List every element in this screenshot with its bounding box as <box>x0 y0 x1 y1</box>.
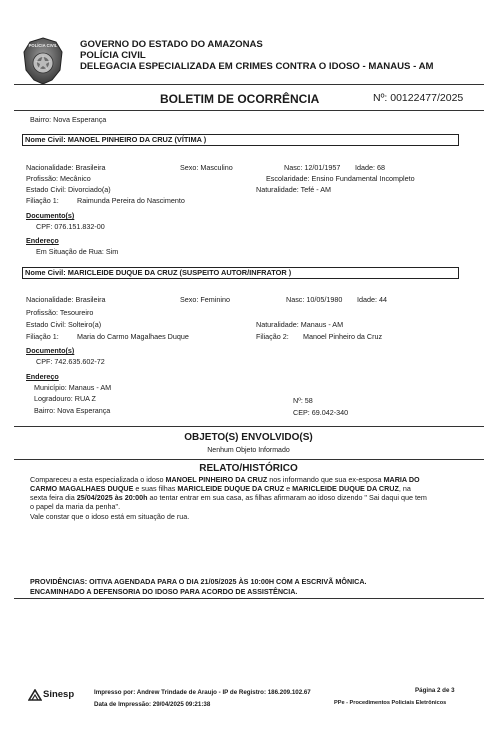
suspect-naturalidade: Naturalidade: Manaus - AM <box>256 320 344 329</box>
badge-text: POLÍCIA CIVIL <box>28 43 58 48</box>
sinesp-logo-icon <box>28 688 42 700</box>
footer-ppe: PPe - Procedimentos Policiais Eletrônicos <box>334 700 447 706</box>
relato-line-5: Vale constar que o idoso está em situação de rua. <box>30 512 190 521</box>
suspect-cpf: CPF: 742.635.602-72 <box>36 357 105 366</box>
top-bairro: Bairro: Nova Esperança <box>30 115 107 124</box>
header-divider <box>14 84 484 85</box>
victim-documentos-label: Documento(s) <box>26 211 75 220</box>
relato-text: e <box>284 484 293 493</box>
providencias-divider <box>14 598 484 599</box>
relato-text: Compareceu a esta especializada o idoso <box>30 475 166 484</box>
victim-nasc: Nasc: 12/01/1957 <box>284 163 341 172</box>
suspect-bairro: Bairro: Nova Esperança <box>34 406 111 415</box>
header-delegacia: DELEGACIA ESPECIALIZADA EM CRIMES CONTRA O IDOSO - MANAUS - AM <box>80 61 434 72</box>
footer-impresso-por: Impresso por: Andrew Trindade de Araujo - IP de Registro: 186.209.102.67 <box>94 689 311 696</box>
relato-ex-wife-name: CARMO MAGALHAES DUQUE <box>30 484 134 493</box>
objetos-none: Nenhum Objeto Informado <box>207 447 290 454</box>
relato-text: e suas filhas <box>133 484 178 493</box>
victim-endereco-label: Endereço <box>26 236 59 245</box>
victim-name-box: Nome Civil: MANOEL PINHEIRO DA CRUZ (VÍTIMA ) <box>22 134 459 146</box>
victim-idade: Idade: 68 <box>355 163 385 172</box>
document-number: Nº: 00122477/2025 <box>373 92 464 104</box>
suspect-estado-civil: Estado Civil: Solteiro(a) <box>26 320 102 329</box>
sinesp-logo-text: Sinesp <box>43 689 75 700</box>
relato-divider <box>14 459 484 460</box>
victim-situacao-rua: Em Situação de Rua: Sim <box>36 247 119 256</box>
objetos-title: OBJETO(S) ENVOLVIDO(S) <box>184 432 313 443</box>
relato-victim-name: MANOEL PINHEIRO DA CRUZ <box>165 475 268 484</box>
victim-sexo: Sexo: Masculino <box>180 163 233 172</box>
suspect-name-box: Nome Civil: MARICLEIDE DUQUE DA CRUZ (SUSPEITO AUTOR/INFRATOR ) <box>22 267 459 279</box>
suspect-filiacao2-label: Filiação 2: <box>256 332 289 341</box>
document-title: BOLETIM DE OCORRÊNCIA <box>160 92 320 106</box>
suspect-cep: CEP: 69.042-340 <box>293 408 349 417</box>
footer-data-impressao: Data de Impressão: 29/04/2025 09:21:38 <box>94 701 211 708</box>
suspect-filiacao1-label: Filiação 1: <box>26 332 59 341</box>
objetos-divider <box>14 426 484 427</box>
relato-datetime: 25/04/2025 às 20:00h <box>76 493 148 502</box>
relato-text: ao tentar entrar em sua casa, as filhas afirmaram ao idoso dizendo " Sai daqui que tem <box>147 493 427 502</box>
providencias-line-1: PROVIDÊNCIAS: OITIVA AGENDADA PARA O DIA 21/05/2025 ÀS 10:00H COM A ESCRIVÃ MÔNICA. <box>30 577 367 586</box>
relato-text: sexta feira dia <box>30 493 77 502</box>
suspect-numero: Nº: 58 <box>293 396 313 405</box>
suspect-logradouro: Logradouro: RUA Z <box>34 394 96 403</box>
footer-pagina: Página 2 de 3 <box>415 687 455 694</box>
victim-profissao: Profissão: Mecânico <box>26 174 91 183</box>
suspect-municipio: Município: Manaus - AM <box>34 383 112 392</box>
relato-text: nos informando que sua ex-esposa <box>267 475 384 484</box>
header-police: POLÍCIA CIVIL <box>80 50 146 61</box>
suspect-endereco-label: Endereço <box>26 372 59 381</box>
victim-filiacao-value: Raimunda Pereira do Nascimento <box>77 196 185 205</box>
relato-line-4: o papel da maria da penha". <box>30 502 121 511</box>
victim-escolaridade: Escolaridade: Ensino Fundamental Incompleto <box>266 174 415 183</box>
title-divider <box>14 110 484 111</box>
relato-daughter-name: MARICLEIDE DUQUE DA CRUZ <box>292 484 399 493</box>
providencias-line-2: ENCAMINHADO A DEFENSORIA DO IDOSO PARA ACORDO DE ASSISTÊNCIA. <box>30 587 298 596</box>
suspect-nasc: Nasc: 10/05/1980 <box>286 295 343 304</box>
header-government: GOVERNO DO ESTADO DO AMAZONAS <box>80 39 263 50</box>
victim-estado-civil: Estado Civil: Divorciado(a) <box>26 185 111 194</box>
suspect-filiacao1-value: Maria do Carmo Magalhaes Duque <box>77 332 189 341</box>
suspect-filiacao2-value: Manoel Pinheiro da Cruz <box>303 332 383 341</box>
victim-nacionalidade: Nacionalidade: Brasileira <box>26 163 106 172</box>
suspect-idade: Idade: 44 <box>357 295 387 304</box>
suspect-sexo: Sexo: Feminino <box>180 295 230 304</box>
relato-text: , na <box>398 484 411 493</box>
suspect-documentos-label: Documento(s) <box>26 346 75 355</box>
victim-cpf: CPF: 076.151.832-00 <box>36 222 105 231</box>
victim-filiacao-label: Filiação 1: <box>26 196 59 205</box>
relato-title: RELATO/HISTÓRICO <box>199 463 298 474</box>
victim-naturalidade: Naturalidade: Tefé - AM <box>256 185 331 194</box>
relato-ex-wife-name: MARIA DO <box>383 475 420 484</box>
suspect-nacionalidade: Nacionalidade: Brasileira <box>26 295 106 304</box>
relato-daughter-name: MARICLEIDE DUQUE DA CRUZ <box>177 484 285 493</box>
suspect-profissao: Profissão: Tesoureiro <box>26 308 94 317</box>
